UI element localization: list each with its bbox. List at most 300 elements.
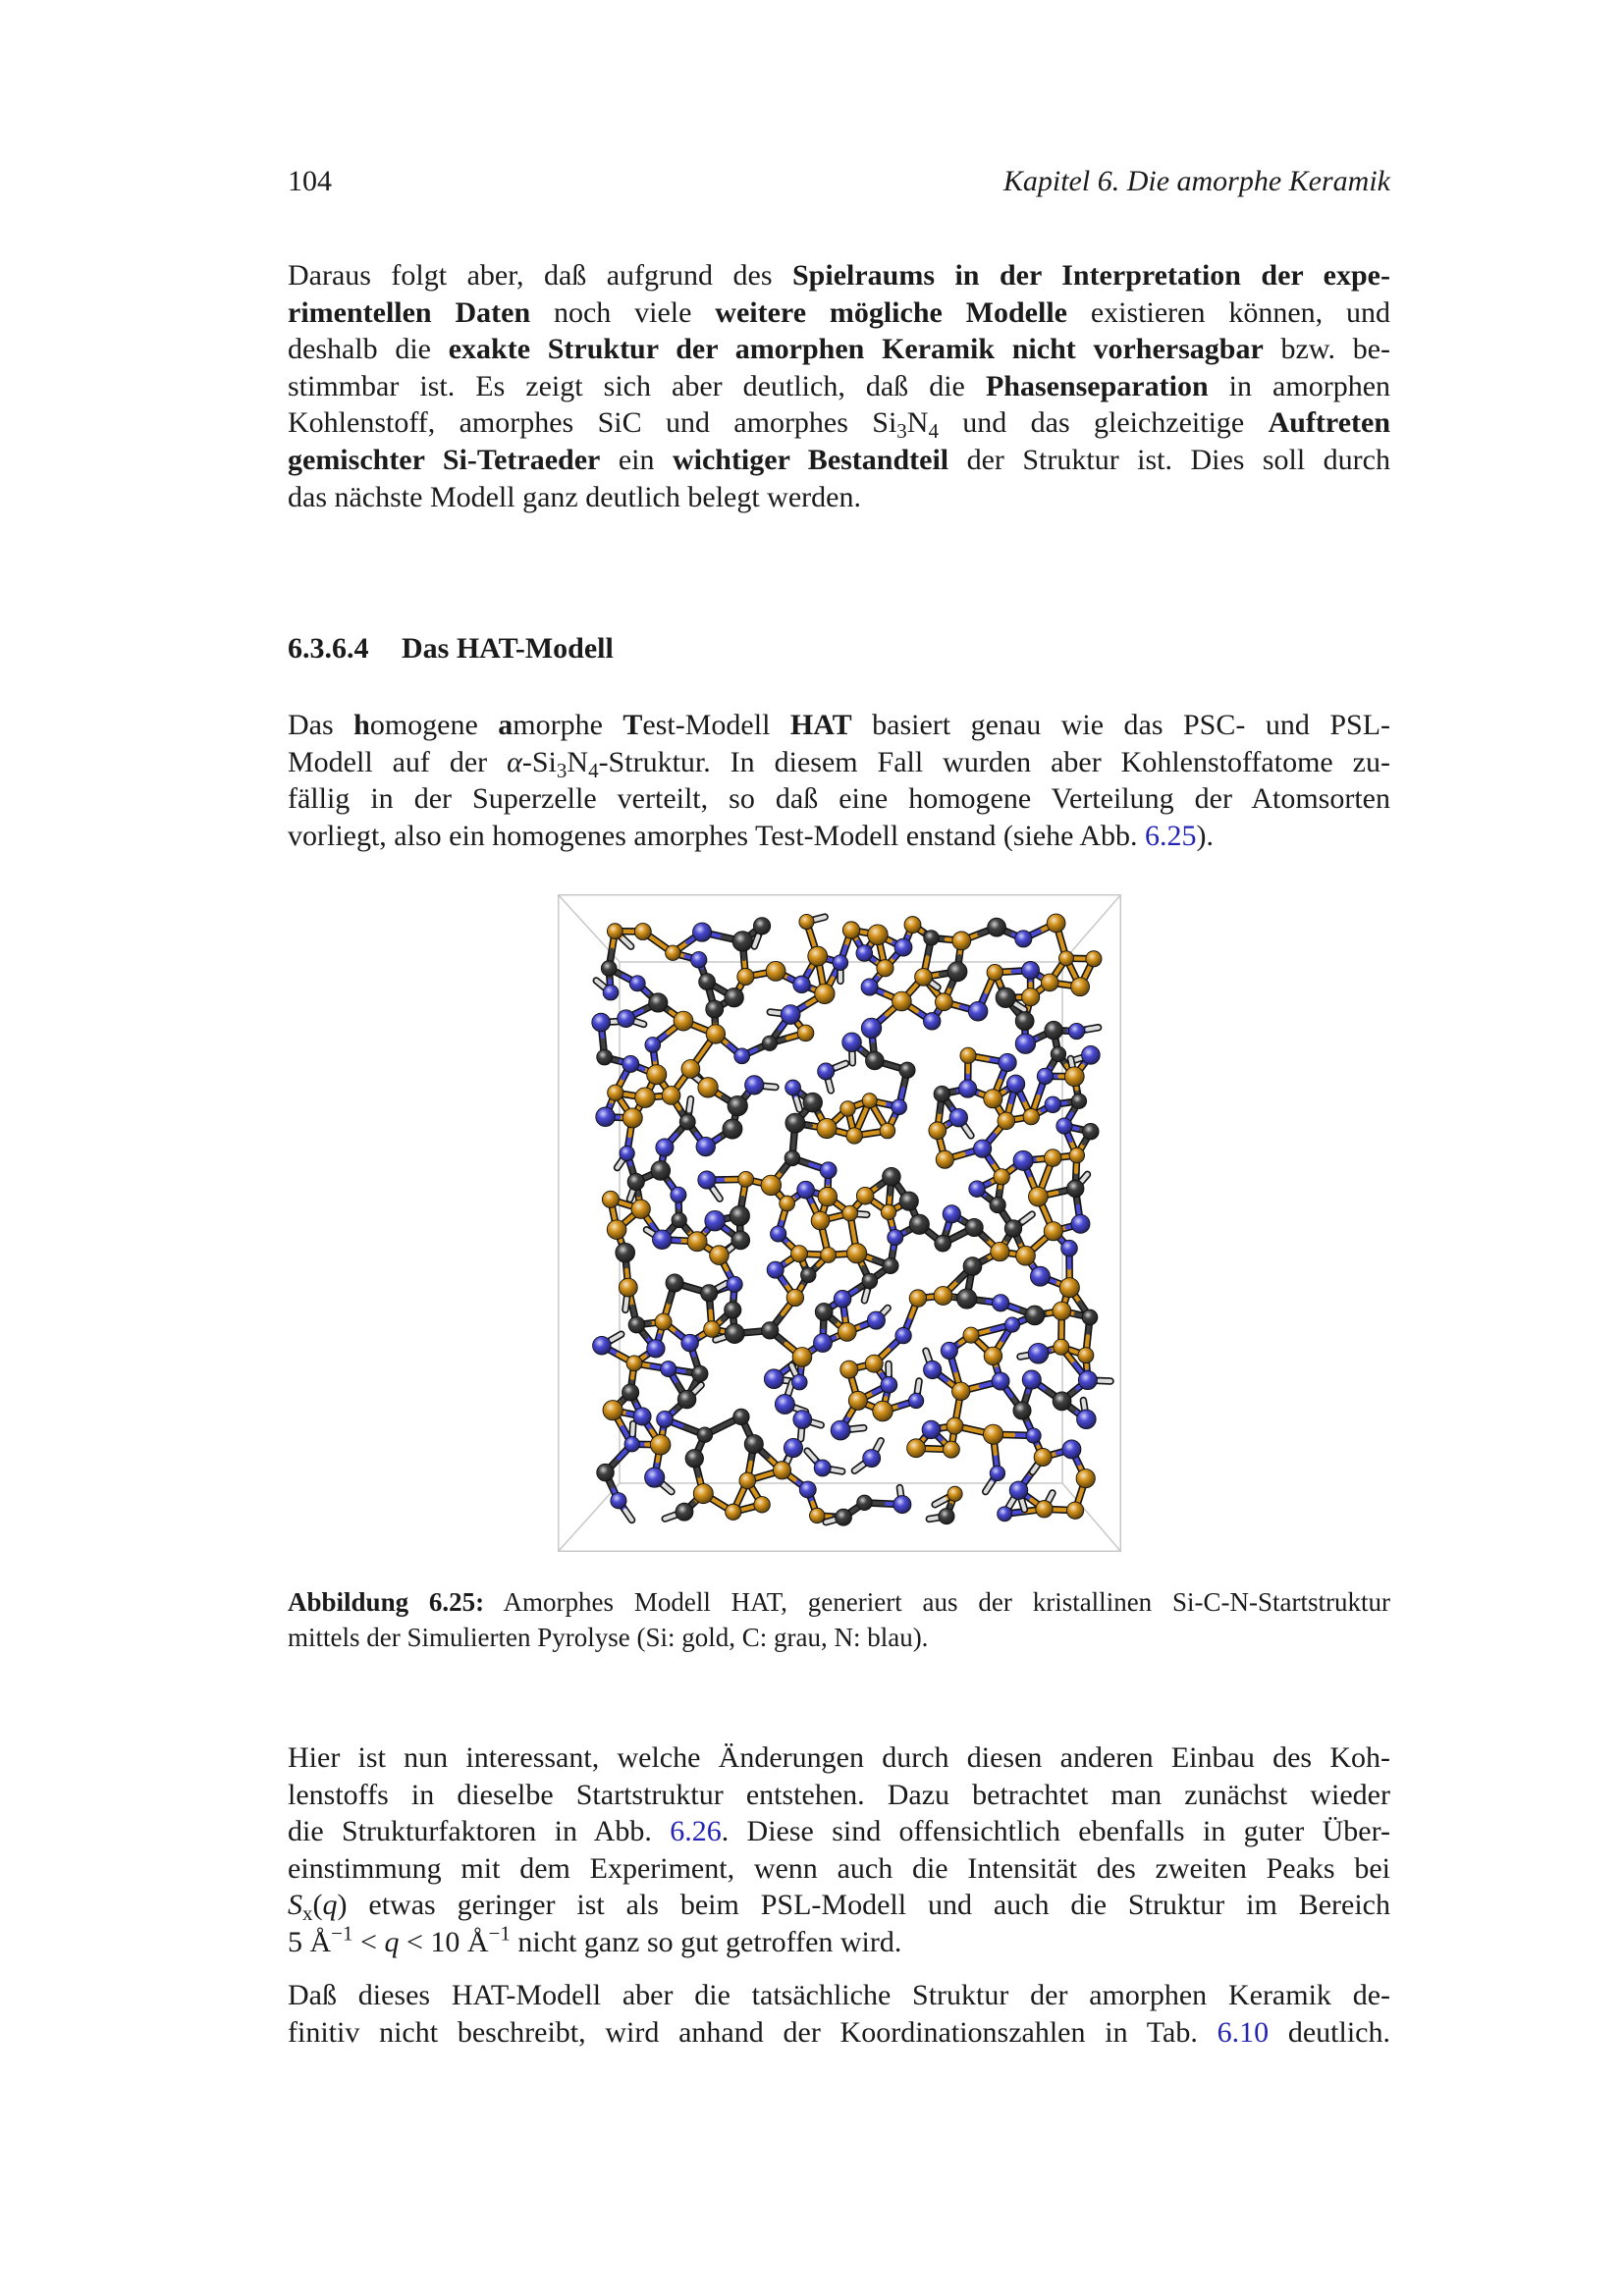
atom-n [1004, 1317, 1019, 1332]
atom-n [814, 1334, 833, 1353]
atom-si [603, 1401, 622, 1420]
text-run: morphe [513, 709, 623, 741]
atom-si [626, 1356, 642, 1371]
text-line [288, 707, 1390, 744]
atom-c [1004, 1220, 1021, 1237]
text-run: etwas geringer ist als beim PSL-Modell und auch die Struktur im Bereich [347, 1889, 1390, 1922]
atom-si [840, 1101, 856, 1117]
text-run: bzw. be- [1263, 333, 1391, 366]
atom-c [685, 1450, 703, 1468]
atom-si [1022, 988, 1040, 1006]
atom-n [1009, 1481, 1028, 1500]
bond-cap [625, 1511, 632, 1521]
atom-n [1078, 1371, 1097, 1390]
atom-si [868, 925, 889, 945]
atom-n [924, 1361, 942, 1378]
atom-n [1026, 1428, 1041, 1443]
bond-cap [833, 1469, 842, 1471]
atom-si [1059, 1278, 1079, 1298]
atom-si [607, 924, 622, 939]
bond-cap [829, 1081, 832, 1091]
atom-n [656, 1139, 674, 1156]
atom-si [840, 1361, 858, 1378]
bold-phrase: Auftreten [1268, 406, 1391, 440]
bond-cap [899, 1488, 900, 1497]
atom-si [635, 1088, 655, 1107]
atom-c [899, 1192, 918, 1210]
text-line [288, 1850, 1390, 1888]
atom-si [1076, 1469, 1095, 1488]
atom-si [846, 1128, 862, 1144]
atom-n [943, 1205, 960, 1223]
atom-n [1022, 961, 1040, 979]
bond-cap [816, 917, 825, 919]
atom-si [706, 1025, 725, 1043]
section-title: Das HAT-Modell [402, 632, 614, 665]
atom-n [799, 1481, 816, 1498]
atom-c [1067, 1180, 1084, 1197]
atom-c [744, 1435, 763, 1454]
bold-phrase: Spielraums in der Interpretation der expe- [791, 259, 1390, 292]
text-line [288, 1584, 1390, 1620]
atom-c [692, 1365, 708, 1381]
atom-c [990, 1197, 1005, 1212]
bond-cap [1075, 1057, 1083, 1060]
atom-si [1058, 951, 1073, 966]
atom-si [952, 932, 971, 950]
bold-phrase: gemischter Si-Tetraeder [288, 443, 601, 476]
atom-c [622, 1384, 639, 1401]
atom-n [1056, 1118, 1072, 1134]
table-reference-link[interactable]: 6.10 [1217, 2015, 1270, 2049]
atom-c [862, 1273, 878, 1289]
atom-si [877, 960, 893, 977]
atom-n [793, 976, 810, 992]
atom-c [753, 918, 770, 934]
atom-c [677, 1390, 696, 1409]
atom-n [727, 1276, 742, 1292]
atom-si [984, 1347, 1001, 1364]
text-run: deshalb die [288, 333, 449, 366]
atom-n [993, 1295, 1009, 1311]
text-run: Das [288, 709, 354, 741]
atom-n [861, 979, 878, 995]
atom-si [915, 969, 933, 987]
atom-n [764, 1369, 784, 1389]
bond-cap [625, 1299, 626, 1309]
atom-si [693, 1484, 713, 1504]
atom-c [935, 1235, 951, 1252]
text-run: omogene [369, 709, 499, 741]
atom-c [988, 918, 1006, 936]
atom-si [738, 1171, 754, 1187]
atom-si [909, 1290, 926, 1307]
math-symbol: α [507, 745, 522, 778]
figure-reference-link[interactable]: 6.25 [1145, 819, 1197, 852]
running-title: Kapitel 6. Die amorphe Keramik [1002, 165, 1390, 197]
paragraph-4 [288, 1977, 1390, 2051]
atom-si [792, 1348, 812, 1367]
atom-c [762, 1322, 779, 1339]
atom-si [842, 1205, 858, 1221]
bond-cap [918, 1381, 919, 1391]
atom-n [620, 1146, 634, 1160]
text-run: einstimmung mit dem Experiment, wenn auch die Intensität des zweiten Peaks bei [288, 1851, 1390, 1885]
atom-c [836, 1509, 852, 1525]
atom-si [893, 991, 912, 1011]
text-run: 5 Å [288, 1925, 332, 1958]
text-run: est-Modell [642, 709, 790, 741]
atom-n [831, 1420, 850, 1440]
atom-c [597, 1049, 613, 1065]
atom-n [1071, 1214, 1090, 1233]
atom-c [996, 988, 1015, 1007]
bold-phrase: rimentellen Daten [288, 295, 531, 329]
subscript: 4 [588, 758, 599, 782]
atom-si [1045, 1149, 1062, 1167]
atom-n [1028, 1343, 1049, 1363]
atom-n [734, 1048, 750, 1064]
atom-n [1068, 1023, 1084, 1039]
atom-si [797, 1025, 814, 1041]
atom-n [1061, 1240, 1078, 1256]
text-line [288, 818, 1390, 855]
bond-cap [801, 1429, 802, 1439]
text-line [288, 1977, 1390, 2014]
atom-si [761, 1175, 782, 1196]
text-run: ) [337, 1889, 348, 1922]
atom-n [959, 1080, 977, 1097]
atom-si [815, 984, 835, 1003]
atom-n [793, 1411, 812, 1429]
atom-n [693, 923, 712, 941]
text-run: vorliegt, also ein homogenes amorphes Test-Modell enstand (siehe Abb. [288, 819, 1146, 852]
atom-si [1023, 1108, 1039, 1124]
atom-n [867, 1311, 885, 1329]
atom-n [856, 945, 873, 962]
bond-cap [770, 1012, 780, 1013]
atom-si [607, 1220, 626, 1240]
math-symbol: q [322, 1889, 338, 1922]
atom-si [647, 1065, 667, 1085]
text-run: basiert genau wie das PSC- und PSL- [851, 709, 1391, 741]
atom-c [957, 1289, 977, 1308]
atom-si [1064, 1067, 1084, 1087]
atom-n [1037, 1068, 1053, 1084]
atom-c [699, 974, 716, 990]
atom-c [963, 1257, 982, 1276]
atom-n [990, 1466, 1004, 1480]
atom-c [784, 1150, 800, 1166]
atom-si [842, 922, 859, 938]
atom-n [973, 1140, 991, 1157]
atom-si [1078, 1348, 1094, 1363]
text-line [288, 1739, 1390, 1777]
atom-c [924, 931, 939, 945]
atom-c [649, 993, 668, 1012]
atom-si [1054, 1339, 1069, 1355]
atom-c [1083, 1123, 1100, 1140]
atom-si [994, 1169, 1009, 1185]
atom-si [960, 1047, 976, 1063]
atom-si [666, 945, 680, 960]
atom-n [681, 1334, 699, 1352]
atom-si [811, 1211, 830, 1230]
atom-n [791, 1374, 807, 1390]
atom-n [698, 1171, 716, 1189]
subscript: 4 [928, 419, 939, 444]
atom-c [697, 1427, 713, 1443]
math-symbol: q [384, 1925, 400, 1958]
text-run: das nächste Modell ganz deutlich belegt werden. [288, 480, 861, 513]
bold-letter: h [353, 709, 370, 741]
atom-si [987, 964, 1002, 980]
atom-c [815, 1304, 833, 1321]
atom-si [847, 1244, 867, 1263]
atom-si [619, 1278, 637, 1297]
figure-caption [288, 1584, 1390, 1655]
paragraph-1 [288, 257, 1390, 515]
bond-cap [632, 1424, 633, 1434]
text-line [288, 780, 1390, 818]
atom-n [775, 1395, 794, 1415]
bond-cap [1088, 1028, 1099, 1030]
bold-letter: T [622, 709, 643, 741]
atom-si [808, 946, 828, 966]
atom-si [766, 961, 785, 981]
atom-si [773, 1462, 790, 1479]
atom-si [929, 1122, 947, 1140]
text-line [288, 331, 1390, 368]
superscript: −1 [488, 1921, 511, 1946]
text-run: Kohlenstoff, amorphes SiC und amorphes Si [288, 406, 897, 440]
running-header [288, 163, 1390, 200]
atom-n [593, 1336, 612, 1355]
atom-c [628, 1316, 645, 1333]
text-line [288, 1777, 1390, 1814]
atom-n [1013, 1150, 1033, 1170]
atom-si [737, 968, 754, 985]
atom-n [1030, 1266, 1050, 1286]
atom-c [733, 1409, 749, 1424]
atom-n [863, 1450, 881, 1468]
atom-si [1071, 978, 1090, 996]
atom-n [861, 1018, 881, 1038]
atom-si [739, 1472, 756, 1489]
atom-n [968, 1001, 988, 1021]
math-symbol: S [288, 1889, 302, 1922]
atom-c [801, 1267, 816, 1282]
atom-si [907, 1439, 926, 1458]
atom-si [998, 1112, 1015, 1130]
bond-cap [1023, 1214, 1033, 1221]
text-line [288, 1813, 1390, 1850]
atom-n [696, 1137, 715, 1155]
atom-si [934, 1287, 952, 1306]
atom-si [674, 1011, 693, 1031]
atom-si [810, 1508, 825, 1522]
atom-n [969, 1181, 986, 1198]
atom-n [771, 1226, 786, 1242]
atom-si [650, 1435, 670, 1455]
figure-hat-model [558, 894, 1121, 1552]
atom-c [676, 1503, 693, 1521]
atom-si [1047, 914, 1065, 933]
atom-si [704, 1321, 721, 1338]
atom-n [592, 1013, 611, 1032]
atom-si [1016, 1246, 1036, 1265]
text-run: < [352, 1925, 385, 1958]
text-run: -Struktur. In diesem Fall wurden aber Kohlenstoffatome zu- [598, 745, 1390, 778]
atom-si [681, 1060, 700, 1079]
text-run: ein [600, 443, 673, 476]
atom-c [651, 1161, 671, 1181]
atom-c [732, 932, 752, 951]
atom-c [701, 1285, 718, 1302]
text-line [288, 2014, 1390, 2052]
atom-c [947, 962, 967, 982]
atom-n [618, 1010, 635, 1028]
text-run: finitiv nicht beschreibt, wird anhand der Koordinationszahlen in Tab. [288, 2015, 1217, 2049]
bold-phrase: exakte Struktur der amorphen Keramik nicht vorhersagbar [448, 333, 1264, 366]
atom-n [814, 1460, 831, 1476]
atom-n [767, 1261, 784, 1278]
bold-phrase: HAT [789, 709, 852, 741]
text-run: und das gleichzeitige [938, 406, 1269, 440]
atom-si [881, 1204, 895, 1219]
atom-n [1006, 1075, 1024, 1093]
text-line [288, 1620, 1390, 1655]
bold-letter: a [498, 709, 514, 741]
atom-n [633, 1408, 651, 1425]
atom-si [634, 924, 651, 940]
text-run: Daraus folgt aber, daß aufgrund des [288, 259, 792, 292]
atom-c [725, 988, 743, 1007]
atom-n [671, 1187, 686, 1202]
atom-n [998, 1507, 1012, 1522]
atom-si [608, 1085, 623, 1100]
bond-cap [623, 938, 631, 946]
atom-c [679, 1114, 695, 1130]
section-number: 6.3.6.4 [288, 632, 369, 665]
atom-n [1062, 1440, 1081, 1459]
atom-si [856, 1187, 874, 1204]
atom-si [1034, 1449, 1052, 1467]
atom-c [939, 1509, 954, 1524]
atom-si [1053, 1302, 1071, 1320]
atom-si [936, 1150, 953, 1168]
atom-si [984, 1424, 1003, 1444]
atom-si [947, 1417, 963, 1434]
atom-n [611, 1493, 626, 1509]
figure-reference-link[interactable]: 6.26 [670, 1815, 722, 1848]
atom-c [616, 1243, 635, 1262]
text-line [288, 404, 1390, 442]
text-run: mittels der Simulierten Pyrolyse (Si: gold, C: grau, N: blau). [288, 1623, 929, 1652]
atom-si [952, 1382, 970, 1400]
bond-cap [864, 1291, 867, 1301]
text-run: N [567, 745, 589, 778]
atom-si [698, 1078, 718, 1097]
atom-si [786, 1289, 803, 1306]
bond-cap [635, 1022, 644, 1025]
atom-c [1025, 1306, 1045, 1325]
atom-c [723, 1119, 742, 1139]
atom-si [1066, 1502, 1083, 1519]
text-run: Hier ist nun interessant, welche Änderungen durch diesen anderen Einbau des Koh- [288, 1741, 1390, 1774]
atom-n [603, 985, 619, 1000]
bold-phrase: weitere mögliche Modelle [715, 295, 1067, 329]
text-run: N [906, 406, 929, 440]
caption-label: Abbildung 6.25: [288, 1587, 485, 1617]
atom-si [865, 1355, 883, 1372]
text-run: < 10 Å [399, 1925, 489, 1958]
text-run: noch viele [530, 295, 716, 329]
atom-c [883, 1257, 898, 1273]
atom-n [992, 1372, 1009, 1390]
atom-c [965, 1218, 983, 1236]
atom-n [834, 1290, 851, 1308]
atom-n [784, 1438, 802, 1457]
text-line [288, 479, 1390, 516]
atom-c [909, 1214, 929, 1234]
text-line [288, 1921, 1390, 1961]
atom-n [797, 1181, 815, 1199]
atom-n [842, 1033, 861, 1051]
bond-cap [663, 1484, 672, 1491]
atom-si [873, 1401, 893, 1421]
atom-c [785, 1113, 805, 1133]
atom-c [725, 1302, 741, 1318]
text-run: die Strukturfaktoren in Abb. [288, 1815, 671, 1848]
atom-c [1051, 1046, 1065, 1061]
atom-n [833, 955, 848, 971]
bold-phrase: Phasenseparation [985, 369, 1209, 402]
atom-n [1082, 1045, 1101, 1064]
text-run: -Si [521, 745, 557, 778]
text-run: ). [1196, 819, 1215, 852]
subscript: 3 [896, 419, 907, 444]
atom-n [894, 938, 912, 956]
atom-n [895, 1327, 911, 1343]
atom-c [934, 1086, 950, 1102]
atom-n [785, 1080, 801, 1095]
atom-n [690, 952, 706, 968]
text-run: fällig in der Superzelle verteilt, so daß eine homogene Verteilung der Atomsorten [288, 782, 1390, 816]
text-run: . Diese sind offensichtlich ebenfalls in guter Über- [721, 1815, 1390, 1848]
atom-c [706, 1000, 724, 1018]
atom-c [627, 1173, 644, 1190]
atom-c [1071, 1094, 1086, 1108]
paragraph-2 [288, 707, 1390, 854]
atom-si [1029, 1187, 1049, 1206]
atom-n [888, 1230, 903, 1246]
atom-c [1015, 1012, 1034, 1031]
atom-n [657, 1411, 674, 1427]
bond-cap [807, 1451, 815, 1460]
text-run: Modell auf der [288, 745, 508, 778]
bond-cap [852, 1428, 864, 1429]
atom-n [629, 976, 645, 991]
atom-c [1082, 1309, 1098, 1325]
text-line [288, 368, 1390, 405]
atom-c [597, 1464, 615, 1481]
atom-si [687, 1232, 707, 1252]
text-run: Amorphes Modell HAT, generiert aus der kristallinen Si-C-N-Startstruktur [484, 1587, 1391, 1617]
atom-n [820, 1162, 837, 1179]
atom-n [892, 1099, 907, 1115]
text-line [288, 294, 1390, 332]
